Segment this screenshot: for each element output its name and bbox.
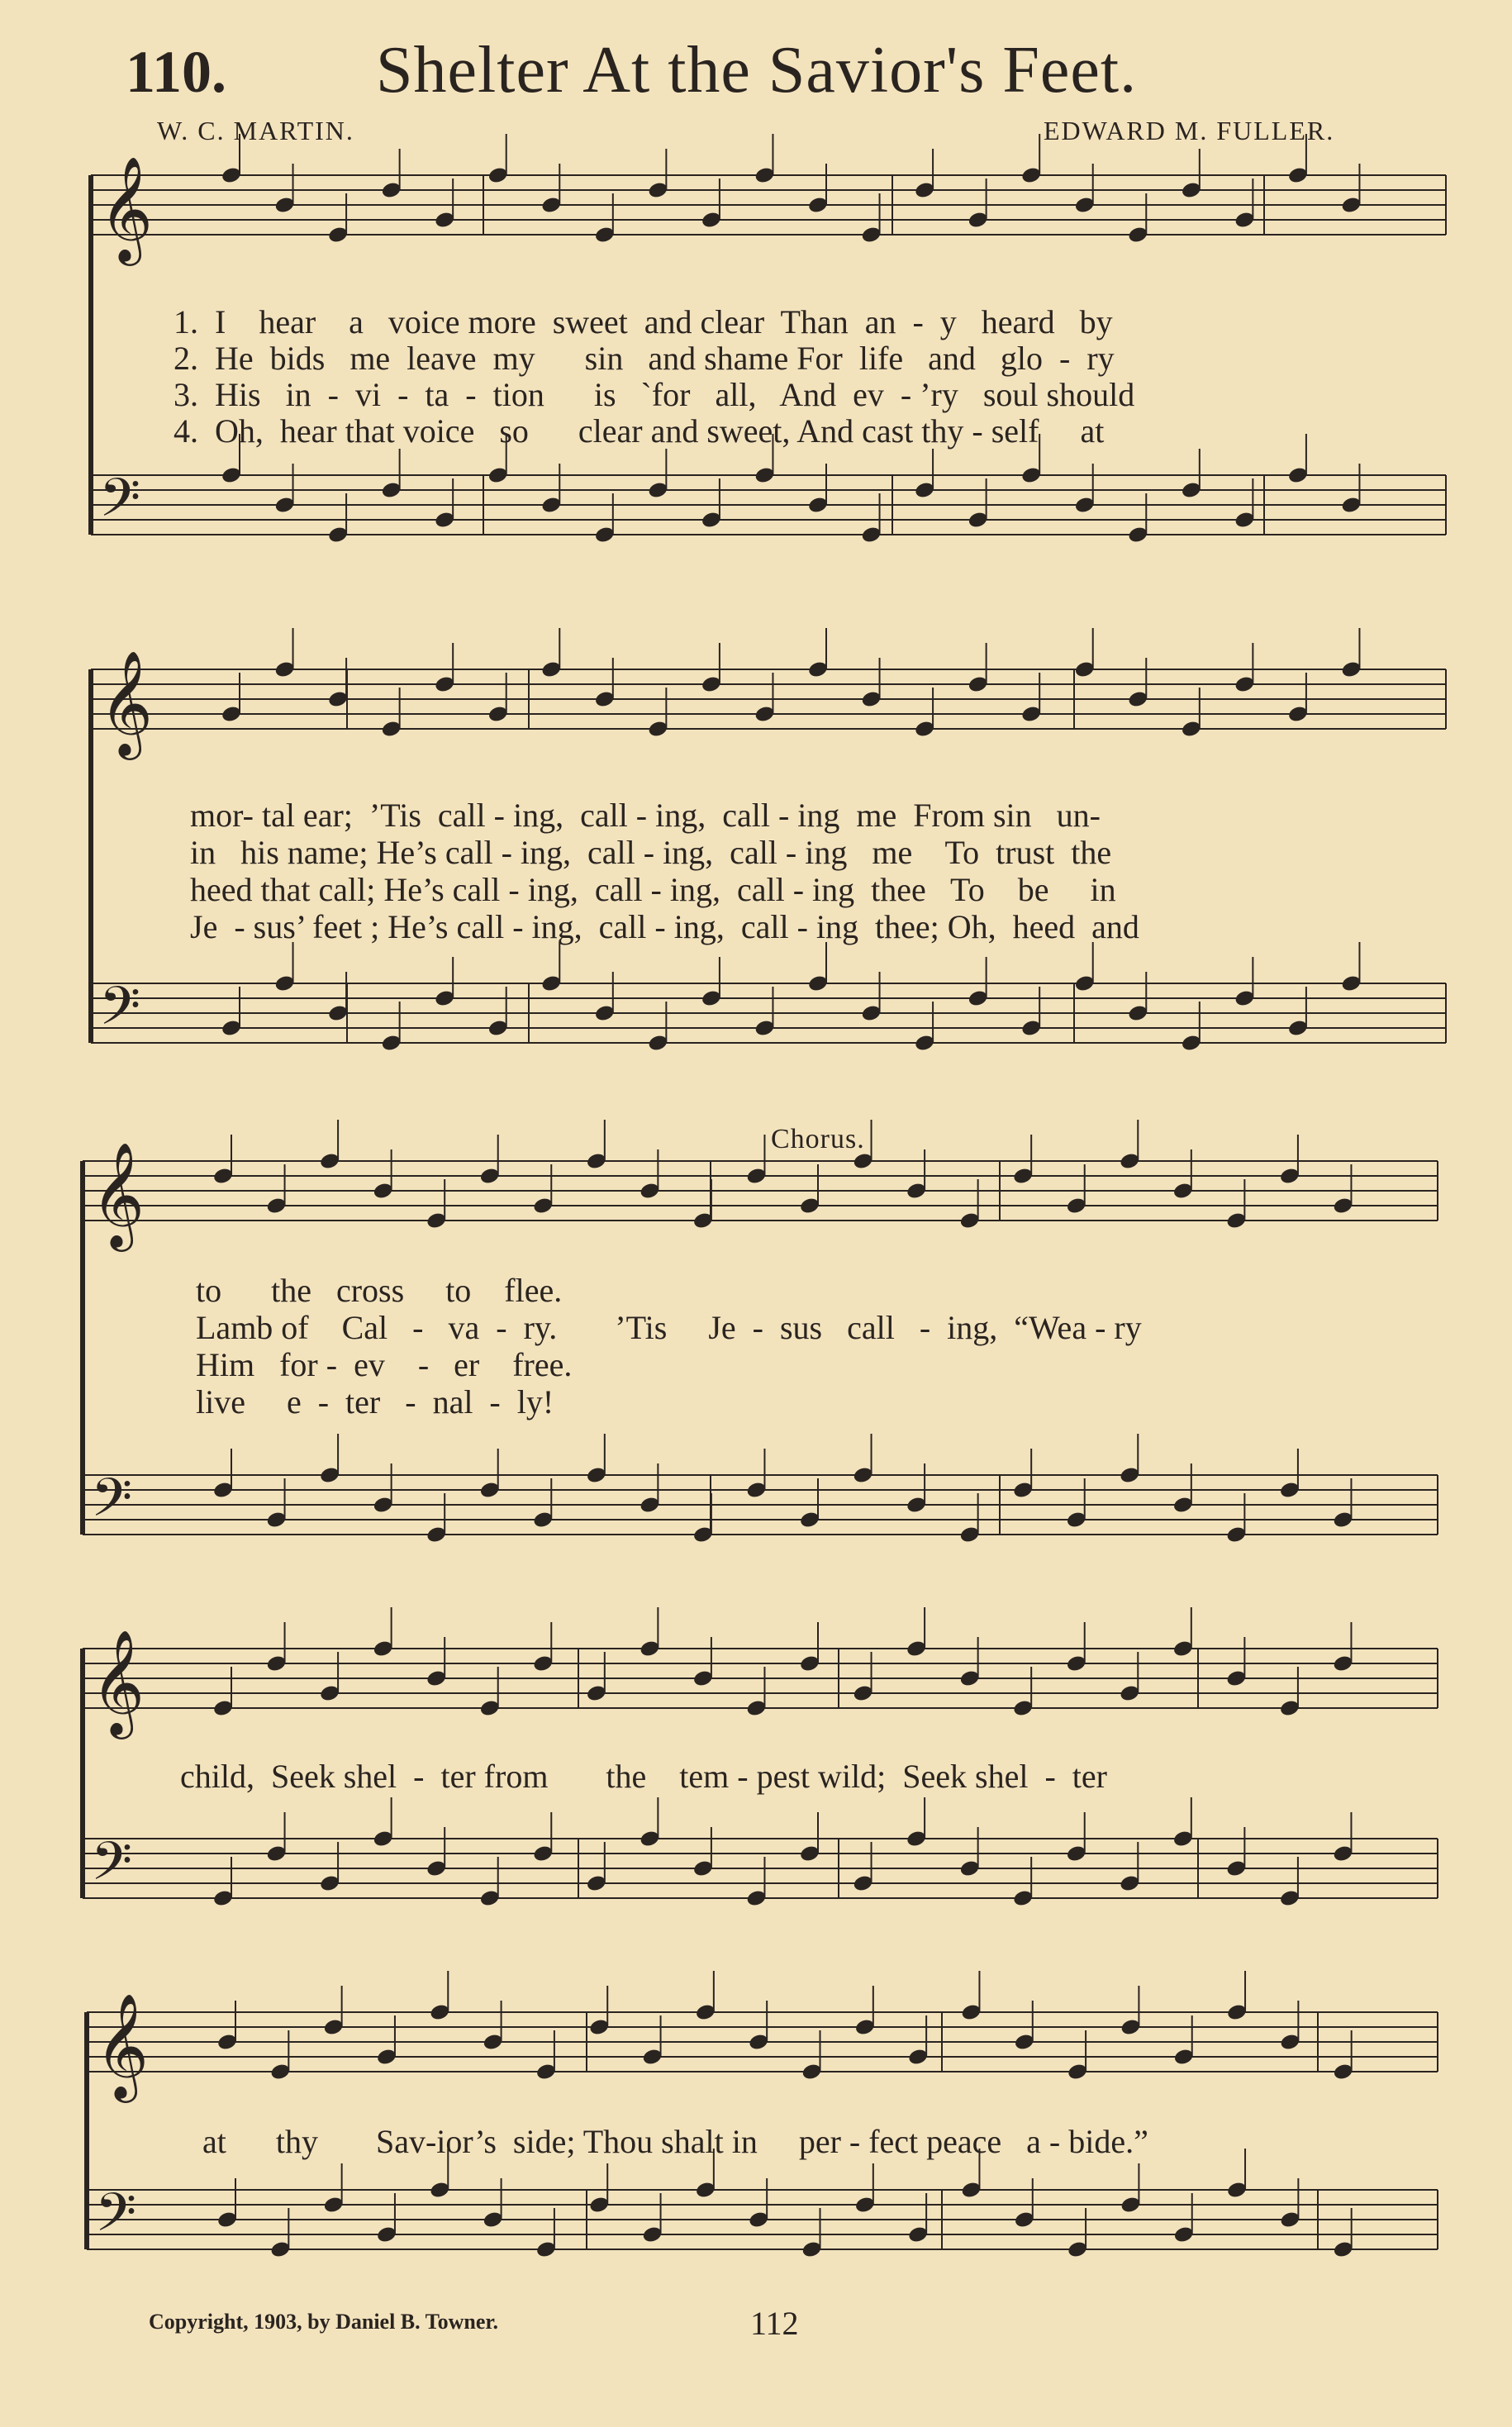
verse-4-line: 4. Oh, hear that voice so clear and sweet, And cast thy - self at [174,412,1105,450]
system2-verse-2: in his name; He’s call - ing, call - ing, call - ing me To trust the [190,834,1112,871]
treble-clef-icon: 𝄞 [99,155,154,261]
system3-verse-2: Lamb of Cal - va - ry. ’Tis Je - sus call - ing, “Wea - ry [196,1309,1142,1346]
treble-clef-icon: 𝄞 [91,1141,145,1247]
system2-verse-4: Je - sus’ feet ; He’s call - ing, call - ing, call - ing thee; Oh, heed and [190,908,1139,945]
hymn-title: Shelter At the Savior's Feet. [376,34,1138,107]
bass-clef-icon: 𝄢 [95,2182,137,2257]
system3-verse-1: to the cross to flee. [196,1272,563,1309]
author-credit: W. C. MARTIN. [157,116,354,145]
treble-clef-icon: 𝄞 [95,1992,150,2098]
system4-lyrics: child, Seek shel - ter from the tem - pest wild; Seek shel - ter [180,1758,1107,1795]
system2-verse-1: mor- tal ear; ’Tis call - ing, call - ing, call - ing me From sin un- [190,797,1101,834]
hymn-number: 110. [126,39,227,105]
verse-2-line: 2. He bids me leave my sin and shame For life and glo - ry [174,340,1115,377]
system3-verse-4: live e - ter - nal - ly! [196,1383,554,1421]
system2-verse-3: heed that call; He’s call - ing, call - ing, call - ing thee To be in [190,871,1116,908]
system5-lyrics: at thy Sav-ior’s side; Thou shalt in per - fect peace a - bide.” [202,2123,1148,2160]
bass-clef-icon: 𝄢 [99,468,141,542]
bass-clef-icon: 𝄢 [91,1831,133,1906]
treble-clef-icon: 𝄞 [91,1629,145,1735]
staff-lines [83,134,1446,2258]
system3-verse-3: Him for - ev - er free. [196,1346,573,1383]
bass-clef-icon: 𝄢 [91,1468,133,1542]
bass-clef-icon: 𝄢 [99,976,141,1050]
verse-3-line: 3. His in - vi - ta - tion is `for all, And ev - ’ry soul should [174,376,1135,413]
composer-credit: EDWARD M. FULLER. [1044,116,1335,145]
treble-clef-icon: 𝄞 [99,650,154,755]
page-number: 112 [750,2305,799,2342]
copyright-notice: Copyright, 1903, by Daniel B. Towner. [149,2310,499,2334]
chorus-label: Chorus. [771,1124,865,1154]
verse-1-line: 1. I hear a voice more sweet and clear Than an - y heard by [174,303,1113,340]
